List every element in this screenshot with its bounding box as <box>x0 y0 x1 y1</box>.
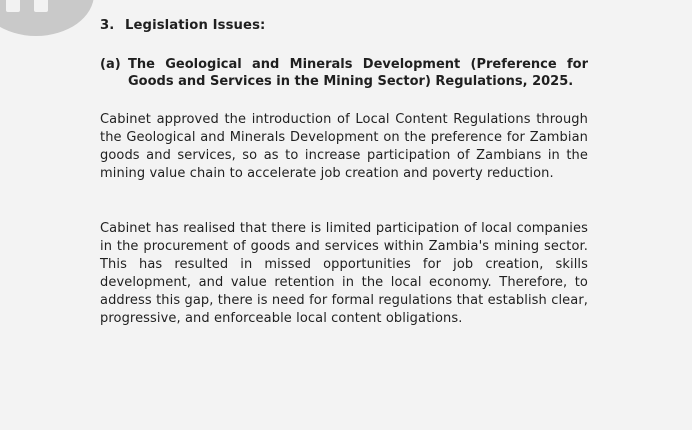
corner-overlay-shape <box>0 0 94 36</box>
item-title: The Geological and Minerals Development (Preference for Goods and Services in the Mining Sector) Regulations, 2025. <box>128 57 588 89</box>
paragraph-1: Cabinet approved the introduction of Local Content Regulations through the Geological and Minerals Development on the preference for Zambian goods and services, so as to increase participation of Zambians in the mining value chain to accelerate job creation and poverty reduction. <box>100 112 588 181</box>
section-number: 3. <box>100 18 115 33</box>
item-heading <box>100 56 588 90</box>
item-marker: (a) <box>100 57 121 72</box>
section-title: Legislation Issues: <box>125 18 266 33</box>
paragraph-2: Cabinet has realised that there is limited participation of local companies in the procurement of goods and services within Zambia's mining sector. This has resulted in missed opportunities for job creation, skills development, and value retention in the local economy. Therefore, to address this gap, there is need for formal regulations that establish clear, progressive, and enforceable local content obligations. <box>100 221 588 326</box>
section-heading <box>100 18 265 33</box>
